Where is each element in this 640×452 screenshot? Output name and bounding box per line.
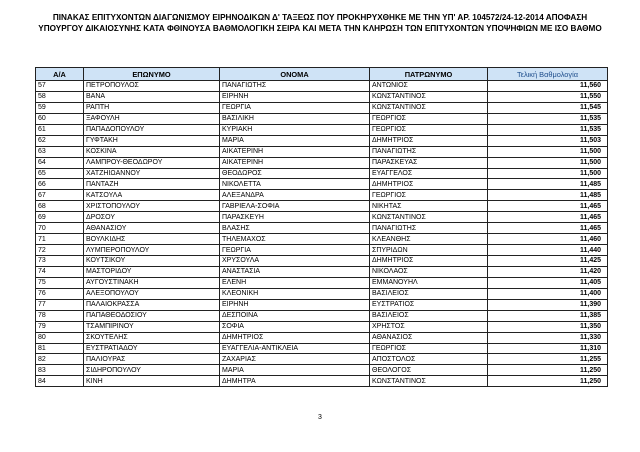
cell-first-name: ΒΑΣΙΛΙΚΗ	[220, 113, 370, 124]
cell-final-score: 11,535	[488, 124, 608, 135]
cell-final-score: 11,255	[488, 354, 608, 365]
cell-index: 65	[36, 168, 84, 179]
table-row	[36, 365, 608, 376]
cell-final-score: 11,440	[488, 245, 608, 256]
cell-fathers-name: ΠΑΝΑΓΙΩΤΗΣ	[370, 223, 488, 234]
cell-first-name: ΔΗΜΗΤΡΑ	[220, 376, 370, 387]
cell-fathers-name: ΠΑΝΑΓΙΩΤΗΣ	[370, 146, 488, 157]
cell-first-name: ΖΑΧΑΡΙΑΣ	[220, 354, 370, 365]
cell-first-name: ΑΝΑΣΤΑΣΙΑ	[220, 266, 370, 277]
table-row	[36, 234, 608, 245]
table-row	[36, 245, 608, 256]
cell-first-name: ΓΕΩΡΓΙΑ	[220, 102, 370, 113]
cell-final-score: 11,503	[488, 135, 608, 146]
cell-fathers-name: ΑΠΟΣΤΟΛΟΣ	[370, 354, 488, 365]
cell-surname: ΣΚΟΥΤΕΛΗΣ	[84, 332, 220, 343]
table-row	[36, 299, 608, 310]
cell-fathers-name: ΓΕΩΡΓΙΟΣ	[370, 343, 488, 354]
cell-first-name: ΒΛΑΣΗΣ	[220, 223, 370, 234]
cell-fathers-name: ΕΥΑΓΓΕΛΟΣ	[370, 168, 488, 179]
cell-first-name: ΑΛΕΞΑΝΔΡΑ	[220, 190, 370, 201]
cell-final-score: 11,500	[488, 157, 608, 168]
cell-first-name: ΔΗΜΗΤΡΙΟΣ	[220, 332, 370, 343]
cell-fathers-name: ΓΕΩΡΓΙΟΣ	[370, 124, 488, 135]
cell-surname: ΕΥΣΤΡΑΤΙΑΔΟΥ	[84, 343, 220, 354]
cell-index: 68	[36, 201, 84, 212]
cell-surname: ΠΑΠΑΔΟΠΟΥΛΟΥ	[84, 124, 220, 135]
cell-index: 59	[36, 102, 84, 113]
cell-final-score: 11,485	[488, 179, 608, 190]
cell-first-name: ΕΙΡΗΝΗ	[220, 91, 370, 102]
cell-fathers-name: ΧΡΗΣΤΟΣ	[370, 321, 488, 332]
table-row	[36, 168, 608, 179]
cell-surname: ΠΕΤΡΟΠΟΥΛΟΣ	[84, 81, 220, 92]
cell-index: 74	[36, 266, 84, 277]
table-row	[36, 190, 608, 201]
cell-surname: ΓΥΦΤΑΚΗ	[84, 135, 220, 146]
table-row	[36, 223, 608, 234]
cell-final-score: 11,385	[488, 310, 608, 321]
table-row	[36, 135, 608, 146]
cell-surname: ΠΑΠΑΘΕΟΔΟΣΙΟΥ	[84, 310, 220, 321]
results-table	[35, 67, 608, 387]
col-header-index: Α/Α	[36, 68, 84, 81]
cell-final-score: 11,535	[488, 113, 608, 124]
cell-surname: ΚΑΤΣΟΥΛΑ	[84, 190, 220, 201]
table-row	[36, 212, 608, 223]
cell-first-name: ΜΑΡΙΑ	[220, 135, 370, 146]
cell-surname: ΤΣΑΜΠΙΡΙΝΟΥ	[84, 321, 220, 332]
table-row	[36, 157, 608, 168]
cell-index: 82	[36, 354, 84, 365]
cell-fathers-name: ΕΜΜΑΝΟΥΗΛ	[370, 277, 488, 288]
table-row	[36, 201, 608, 212]
cell-index: 76	[36, 288, 84, 299]
cell-first-name: ΠΑΡΑΣΚΕΥΗ	[220, 212, 370, 223]
cell-surname: ΧΑΤΖΗΙΩΑΝΝΟΥ	[84, 168, 220, 179]
cell-first-name: ΠΑΝΑΓΙΩΤΗΣ	[220, 81, 370, 92]
cell-fathers-name: ΑΝΤΩΝΙΟΣ	[370, 81, 488, 92]
table-row	[36, 332, 608, 343]
cell-fathers-name: ΓΕΩΡΓΙΟΣ	[370, 113, 488, 124]
cell-index: 70	[36, 223, 84, 234]
cell-surname: ΠΑΛΑΙΟΚΡΑΣΣΑ	[84, 299, 220, 310]
cell-final-score: 11,465	[488, 201, 608, 212]
page-number: 3	[318, 414, 322, 421]
cell-first-name: ΑΙΚΑΤΕΡΙΝΗ	[220, 157, 370, 168]
table-row	[36, 102, 608, 113]
cell-fathers-name: ΣΠΥΡΙΔΩΝ	[370, 245, 488, 256]
table-row	[36, 113, 608, 124]
cell-final-score: 11,500	[488, 146, 608, 157]
cell-final-score: 11,250	[488, 376, 608, 387]
cell-surname: ΚΟΥΤΣΙΚΟΥ	[84, 256, 220, 267]
cell-surname: ΜΑΣΤΟΡΙΔΟΥ	[84, 266, 220, 277]
cell-index: 78	[36, 310, 84, 321]
col-header-first-name: ΟΝΟΜΑ	[220, 68, 370, 81]
cell-index: 83	[36, 365, 84, 376]
cell-index: 72	[36, 245, 84, 256]
cell-final-score: 11,400	[488, 288, 608, 299]
col-header-surname: ΕΠΩΝΥΜΟ	[84, 68, 220, 81]
cell-fathers-name: ΝΙΚΗΤΑΣ	[370, 201, 488, 212]
cell-first-name: ΓΕΩΡΓΙΑ	[220, 245, 370, 256]
table-row	[36, 288, 608, 299]
cell-surname: ΑΛΕΞΟΠΟΥΛΟΥ	[84, 288, 220, 299]
cell-index: 67	[36, 190, 84, 201]
cell-index: 79	[36, 321, 84, 332]
table-row	[36, 310, 608, 321]
cell-final-score: 11,350	[488, 321, 608, 332]
cell-fathers-name: ΑΘΑΝΑΣΙΟΣ	[370, 332, 488, 343]
cell-surname: ΚΟΣΚΙΝΑ	[84, 146, 220, 157]
cell-index: 57	[36, 81, 84, 92]
cell-surname: ΠΑΛΙΟΥΡΑΣ	[84, 354, 220, 365]
cell-final-score: 11,465	[488, 212, 608, 223]
table-row	[36, 376, 608, 387]
col-header-final-score: Τελική Βαθμολογία	[488, 68, 608, 81]
cell-surname: ΞΑΦΟΥΛΗ	[84, 113, 220, 124]
cell-final-score: 11,460	[488, 234, 608, 245]
cell-final-score: 11,425	[488, 256, 608, 267]
cell-surname: ΛΑΜΠΡΟΥ-ΘΕΟΔΩΡΟΥ	[84, 157, 220, 168]
cell-first-name: ΑΙΚΑΤΕΡΙΝΗ	[220, 146, 370, 157]
table-row	[36, 343, 608, 354]
cell-first-name: ΧΡΥΣΟΥΛΑ	[220, 256, 370, 267]
cell-fathers-name: ΔΗΜΗΤΡΙΟΣ	[370, 179, 488, 190]
cell-fathers-name: ΒΑΣΙΛΕΙΟΣ	[370, 310, 488, 321]
table-row	[36, 354, 608, 365]
document-title-line-2: ΥΠΟΥΡΓΟΥ ΔΙΚΑΙΟΣΥΝΗΣ ΚΑΤΑ ΦΘΙΝΟΥΣΑ ΒΑΘΜΟΛΟΓΙΚΗ ΣΕΙΡΑ ΚΑΙ ΜΕΤΑ ΤΗΝ ΚΛΗΡΩΣΗ ΤΩΝ ΕΠΙΤΥΧΟΝΤΩΝ ΥΠΟΨΗΦΙΩΝ ΜΕ ΙΣΟ ΒΑΘΜΟ	[38, 24, 602, 33]
cell-index: 61	[36, 124, 84, 135]
cell-surname: ΒΟΥΛΚΙΔΗΣ	[84, 234, 220, 245]
table-row	[36, 146, 608, 157]
cell-surname: ΛΥΜΠΕΡΟΠΟΥΛΟΥ	[84, 245, 220, 256]
table-row	[36, 124, 608, 135]
cell-final-score: 11,485	[488, 190, 608, 201]
table-row	[36, 266, 608, 277]
cell-surname: ΑΘΑΝΑΣΙΟΥ	[84, 223, 220, 234]
cell-first-name: ΕΥΑΓΓΕΛΙΑ-ΑΝΤΙΚΛΕΙΑ	[220, 343, 370, 354]
cell-surname: ΧΡΙΣΤΟΠΟΥΛΟΥ	[84, 201, 220, 212]
cell-first-name: ΚΥΡΙΑΚΗ	[220, 124, 370, 135]
cell-fathers-name: ΚΩΝΣΤΑΝΤΙΝΟΣ	[370, 212, 488, 223]
cell-fathers-name: ΚΛΕΑΝΘΗΣ	[370, 234, 488, 245]
table-row	[36, 321, 608, 332]
cell-index: 58	[36, 91, 84, 102]
cell-final-score: 11,250	[488, 365, 608, 376]
cell-final-score: 11,550	[488, 91, 608, 102]
cell-fathers-name: ΠΑΡΑΣΚΕΥΑΣ	[370, 157, 488, 168]
cell-fathers-name: ΔΗΜΗΤΡΙΟΣ	[370, 256, 488, 267]
table-header-row	[36, 68, 608, 81]
cell-fathers-name: ΚΩΝΣΤΑΝΤΙΝΟΣ	[370, 102, 488, 113]
cell-index: 77	[36, 299, 84, 310]
cell-fathers-name: ΒΑΣΙΛΕΙΟΣ	[370, 288, 488, 299]
cell-index: 80	[36, 332, 84, 343]
cell-first-name: ΜΑΡΙΑ	[220, 365, 370, 376]
cell-final-score: 11,465	[488, 223, 608, 234]
cell-surname: ΣΙΔΗΡΟΠΟΥΛΟΥ	[84, 365, 220, 376]
cell-index: 63	[36, 146, 84, 157]
cell-final-score: 11,545	[488, 102, 608, 113]
cell-index: 64	[36, 157, 84, 168]
cell-index: 75	[36, 277, 84, 288]
cell-final-score: 11,405	[488, 277, 608, 288]
cell-first-name: ΤΗΛΕΜΑΧΟΣ	[220, 234, 370, 245]
cell-fathers-name: ΚΩΝΣΤΑΝΤΙΝΟΣ	[370, 91, 488, 102]
cell-fathers-name: ΘΕΟΛΟΓΟΣ	[370, 365, 488, 376]
cell-final-score: 11,500	[488, 168, 608, 179]
cell-index: 81	[36, 343, 84, 354]
cell-index: 71	[36, 234, 84, 245]
cell-first-name: ΣΟΦΙΑ	[220, 321, 370, 332]
cell-first-name: ΓΑΒΡΙΕΛΑ-ΣΟΦΙΑ	[220, 201, 370, 212]
cell-first-name: ΝΙΚΟΛΕΤΤΑ	[220, 179, 370, 190]
cell-surname: ΠΑΝΤΑΖΗ	[84, 179, 220, 190]
cell-surname: ΡΑΠΤΗ	[84, 102, 220, 113]
cell-fathers-name: ΓΕΩΡΓΙΟΣ	[370, 190, 488, 201]
cell-surname: ΔΡΟΣΟΥ	[84, 212, 220, 223]
cell-final-score: 11,560	[488, 81, 608, 92]
cell-final-score: 11,310	[488, 343, 608, 354]
cell-index: 84	[36, 376, 84, 387]
cell-first-name: ΕΙΡΗΝΗ	[220, 299, 370, 310]
table-row	[36, 179, 608, 190]
cell-final-score: 11,420	[488, 266, 608, 277]
cell-index: 73	[36, 256, 84, 267]
cell-surname: ΒΑΝΑ	[84, 91, 220, 102]
cell-fathers-name: ΝΙΚΟΛΑΟΣ	[370, 266, 488, 277]
cell-first-name: ΘΕΟΔΩΡΟΣ	[220, 168, 370, 179]
col-header-fathers-name: ΠΑΤΡΩΝΥΜΟ	[370, 68, 488, 81]
table-row	[36, 256, 608, 267]
document-title-line-1: ΠΙΝΑΚΑΣ ΕΠΙΤΥΧΟΝΤΩΝ ΔΙΑΓΩΝΙΣΜΟΥ ΕΙΡΗΝΟΔΙΚΩΝ Δ' ΤΑΞΕΩΣ ΠΟΥ ΠΡΟΚΗΡΥΧΘΗΚΕ ΜΕ ΤΗΝ ΥΠ' ΑΡ. 104572/24-12-2014 ΑΠΟΦΑΣΗ	[52, 13, 588, 22]
cell-first-name: ΕΛΕΝΗ	[220, 277, 370, 288]
cell-surname: ΑΥΓΟΥΣΤΙΝΑΚΗ	[84, 277, 220, 288]
table-row	[36, 91, 608, 102]
cell-surname: ΚΙΝΗ	[84, 376, 220, 387]
cell-index: 60	[36, 113, 84, 124]
cell-final-score: 11,330	[488, 332, 608, 343]
cell-index: 66	[36, 179, 84, 190]
cell-final-score: 11,390	[488, 299, 608, 310]
cell-fathers-name: ΕΥΣΤΡΑΤΙΟΣ	[370, 299, 488, 310]
cell-first-name: ΚΛΕΟΝΙΚΗ	[220, 288, 370, 299]
cell-fathers-name: ΚΩΝΣΤΑΝΤΙΝΟΣ	[370, 376, 488, 387]
cell-index: 62	[36, 135, 84, 146]
cell-first-name: ΔΕΣΠΟΙΝΑ	[220, 310, 370, 321]
table-row	[36, 277, 608, 288]
cell-fathers-name: ΔΗΜΗΤΡΙΟΣ	[370, 135, 488, 146]
table-row	[36, 81, 608, 92]
cell-index: 69	[36, 212, 84, 223]
